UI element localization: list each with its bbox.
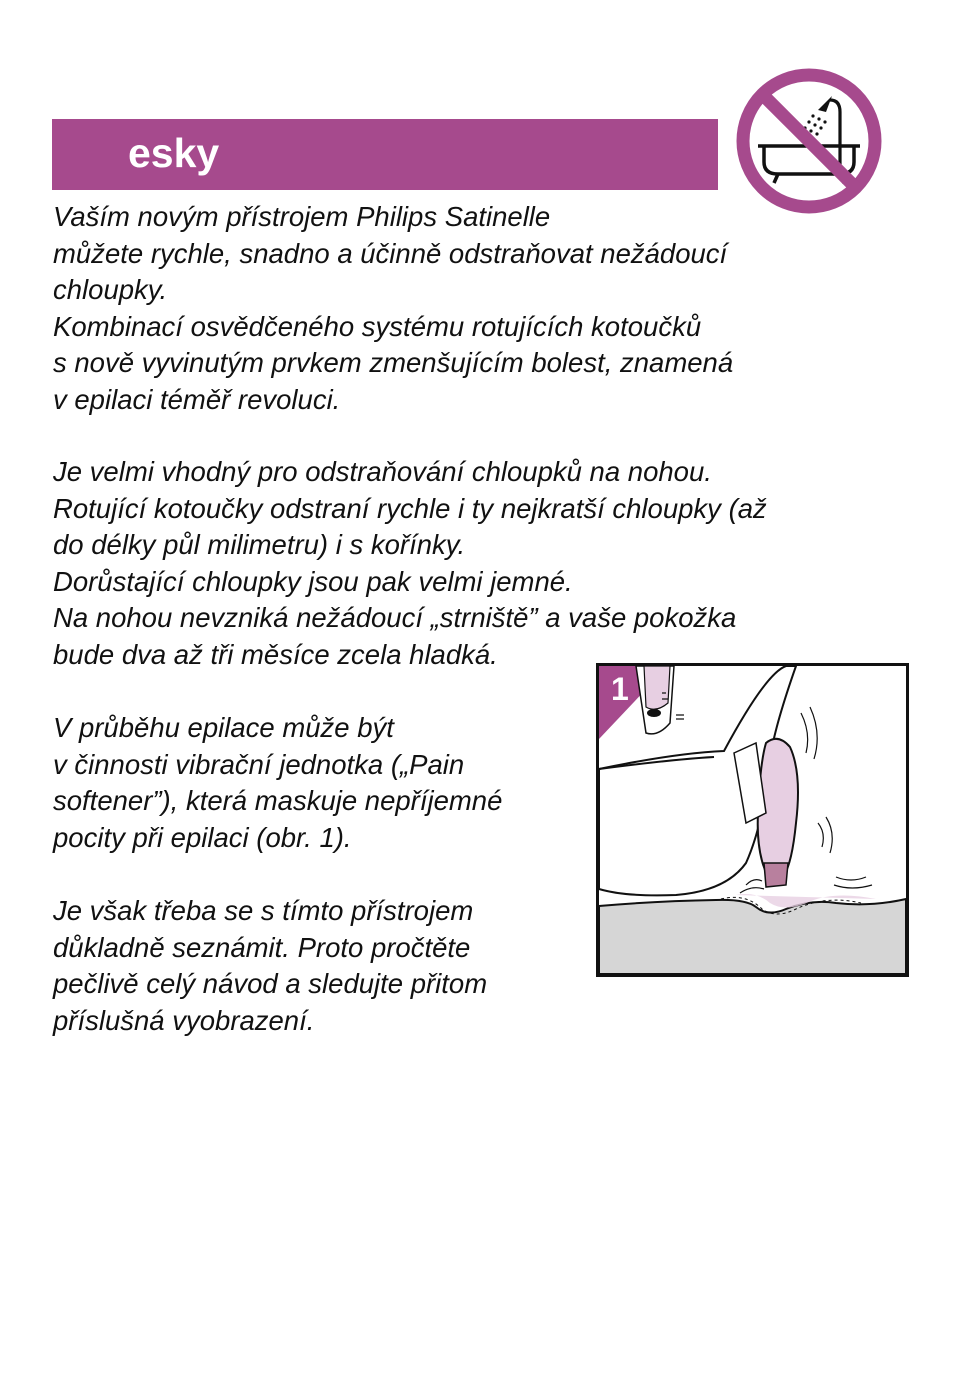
instructions-paragraph xyxy=(53,893,487,1039)
text-line: pečlivě celý návod a sledujte přitom xyxy=(53,968,488,1000)
text-line: důkladně seznámit. Proto pročtěte xyxy=(53,931,471,963)
usage-paragraph xyxy=(53,454,767,674)
text-line: Kombinací osvědčeného systému rotujících kotoučků xyxy=(53,310,702,342)
intro-paragraph xyxy=(53,199,733,419)
section-header-bar xyxy=(52,119,718,190)
text-line: příslušná vyobrazení. xyxy=(53,1004,315,1036)
text-line: V průběhu epilace může být xyxy=(53,712,394,743)
text-line: Rotující kotoučky odstraní rychle i ty nejkratší chloupky (až xyxy=(53,492,767,524)
text-line: Vaším novým přístrojem Philips Satinelle xyxy=(53,201,551,232)
text-line: můžete rychle, snadno a účinně odstraňovat nežádoucí xyxy=(53,237,728,269)
no-bath-shower-icon xyxy=(734,66,884,216)
text-line: Je však třeba se s tímto přístrojem xyxy=(53,895,474,926)
figure-number: 1 xyxy=(611,671,629,707)
text-line: chloupky. xyxy=(53,274,168,306)
text-line: v činnosti vibrační jednotka („Pain xyxy=(53,748,465,780)
section-title: esky xyxy=(128,130,220,176)
text-line: Dorůstající chloupky jsou pak velmi jemné. xyxy=(53,565,573,597)
text-line: bude dva až tři měsíce zcela hladká. xyxy=(53,638,498,670)
text-line: Na nohou nevzniká nežádoucí „strniště” a vaše pokožka xyxy=(53,602,737,634)
text-line: s nově vyvinutým prvkem zmenšujícím bolest, znamená xyxy=(53,347,734,379)
epilator-on-leg-illustration xyxy=(596,663,909,977)
vibration-paragraph xyxy=(53,710,502,856)
text-line: v epilaci téměř revoluci. xyxy=(53,383,341,415)
text-line: do délky půl milimetru) i s kořínky. xyxy=(53,529,466,561)
text-line: Je velmi vhodný pro odstraňování chloupků na nohou. xyxy=(53,456,712,487)
text-line: pocity při epilaci (obr. 1). xyxy=(53,821,352,853)
text-line: softener”), která maskuje nepříjemné xyxy=(53,785,503,817)
